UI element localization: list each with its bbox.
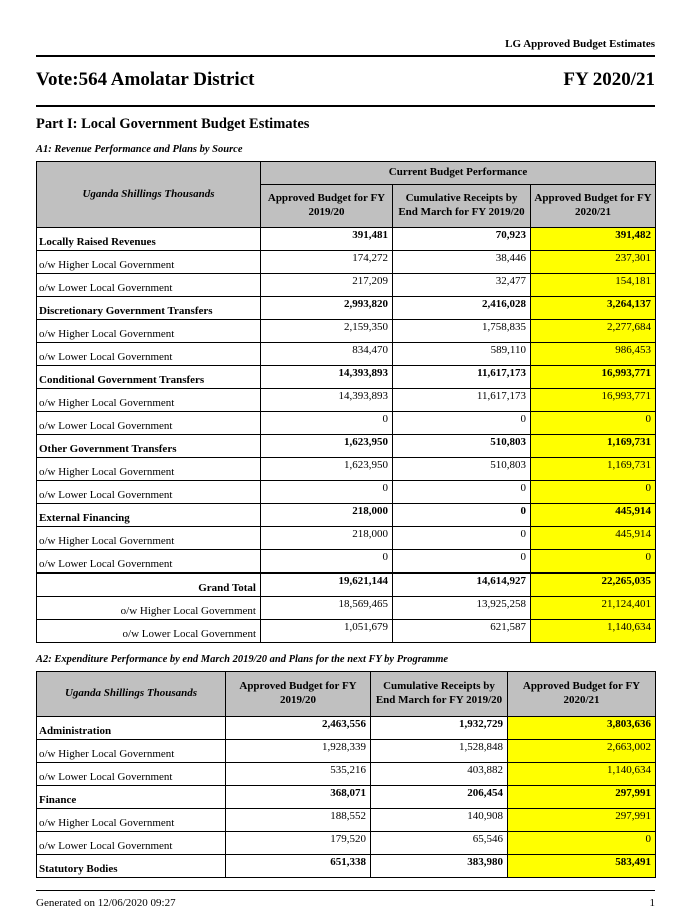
value-cell: 2,277,684 [531, 320, 656, 343]
value-cell: 589,110 [393, 343, 531, 366]
value-cell: 651,338 [226, 855, 371, 878]
value-cell: 2,159,350 [261, 320, 393, 343]
value-cell: 65,546 [371, 832, 508, 855]
table-row [37, 251, 656, 274]
value-cell: 445,914 [531, 527, 656, 550]
table-row [37, 389, 656, 412]
row-label: o/w Higher Local Government [37, 809, 226, 832]
value-cell: 16,993,771 [531, 366, 656, 389]
value-cell: 21,124,401 [531, 597, 656, 620]
row-label: o/w Higher Local Government [37, 740, 226, 763]
row-label: o/w Lower Local Government [37, 481, 261, 504]
value-cell: 2,993,820 [261, 297, 393, 320]
value-cell: 1,051,679 [261, 620, 393, 643]
value-cell: 510,803 [393, 435, 531, 458]
value-cell: 0 [261, 550, 393, 574]
value-cell: 0 [393, 527, 531, 550]
table-row [37, 855, 656, 878]
value-cell: 2,663,002 [508, 740, 656, 763]
value-cell: 3,264,137 [531, 297, 656, 320]
row-label: o/w Lower Local Government [37, 412, 261, 435]
value-cell: 0 [531, 481, 656, 504]
table-row [37, 297, 656, 320]
row-label: o/w Higher Local Government [37, 251, 261, 274]
expenditure-table [36, 671, 656, 878]
table-row [37, 458, 656, 481]
row-label: Finance [37, 786, 226, 809]
document-page [36, 0, 655, 909]
value-cell: 14,393,893 [261, 389, 393, 412]
vote-title: Vote:564 Amolatar District [36, 69, 255, 90]
table-header-row [37, 162, 656, 185]
value-cell: 368,071 [226, 786, 371, 809]
part-title: Part I: Local Government Budget Estimates [36, 116, 310, 132]
value-cell: 140,908 [371, 809, 508, 832]
table-row [37, 550, 656, 574]
value-cell: 3,803,636 [508, 717, 656, 740]
table-row [37, 597, 656, 620]
value-cell: 391,481 [261, 228, 393, 251]
revenue-table-body [37, 228, 656, 643]
value-cell: 11,617,173 [393, 366, 531, 389]
value-cell: 13,925,258 [393, 597, 531, 620]
row-label: o/w Higher Local Government [37, 389, 261, 412]
value-cell: 0 [261, 412, 393, 435]
value-cell: 0 [393, 412, 531, 435]
generated-timestamp: Generated on 12/06/2020 09:27 [36, 897, 176, 909]
value-cell: 0 [508, 832, 656, 855]
value-cell: 1,169,731 [531, 458, 656, 481]
title-divider [36, 105, 655, 107]
value-cell: 1,528,848 [371, 740, 508, 763]
value-cell: 14,393,893 [261, 366, 393, 389]
value-cell: 154,181 [531, 274, 656, 297]
page-number: 1 [649, 897, 655, 909]
value-cell: 188,552 [226, 809, 371, 832]
column-header: Approved Budget for FY 2019/20 [261, 185, 393, 228]
table-row [37, 481, 656, 504]
column-header: Cumulative Receipts by End March for FY 2019/20 [393, 185, 531, 228]
table-row [37, 573, 656, 597]
value-cell: 403,882 [371, 763, 508, 786]
value-cell: 1,932,729 [371, 717, 508, 740]
value-cell: 510,803 [393, 458, 531, 481]
column-header: Approved Budget for FY 2019/20 [226, 672, 371, 717]
value-cell: 174,272 [261, 251, 393, 274]
value-cell: 179,520 [226, 832, 371, 855]
table-a2-caption: A2: Expenditure Performance by end March 2019/20 and Plans for the next FY by Programme [36, 654, 449, 665]
value-cell: 14,614,927 [393, 573, 531, 597]
value-cell: 297,991 [508, 786, 656, 809]
value-cell: 1,758,835 [393, 320, 531, 343]
table-row [37, 320, 656, 343]
value-cell: 297,991 [508, 809, 656, 832]
value-cell: 70,923 [393, 228, 531, 251]
table-row [37, 717, 656, 740]
column-header: Cumulative Receipts by End March for FY 2019/20 [371, 672, 508, 717]
value-cell: 0 [531, 412, 656, 435]
table-header-row [37, 672, 656, 717]
row-label: Locally Raised Revenues [37, 228, 261, 251]
revenue-table [36, 161, 656, 643]
unit-label: Uganda Shillings Thousands [37, 672, 226, 717]
value-cell: 2,416,028 [393, 297, 531, 320]
row-label: Other Government Transfers [37, 435, 261, 458]
value-cell: 621,587 [393, 620, 531, 643]
table-row [37, 763, 656, 786]
value-cell: 986,453 [531, 343, 656, 366]
row-label: o/w Lower Local Government [37, 274, 261, 297]
row-label: o/w Higher Local Government [37, 527, 261, 550]
table-row [37, 786, 656, 809]
value-cell: 0 [261, 481, 393, 504]
value-cell: 237,301 [531, 251, 656, 274]
row-label: Statutory Bodies [37, 855, 226, 878]
value-cell: 218,000 [261, 527, 393, 550]
value-cell: 206,454 [371, 786, 508, 809]
value-cell: 383,980 [371, 855, 508, 878]
row-label: o/w Higher Local Government [37, 597, 261, 620]
value-cell: 18,569,465 [261, 597, 393, 620]
report-type-label: LG Approved Budget Estimates [505, 38, 655, 50]
table-row [37, 527, 656, 550]
column-header: Approved Budget for FY 2020/21 [531, 185, 656, 228]
value-cell: 19,621,144 [261, 573, 393, 597]
value-cell: 38,446 [393, 251, 531, 274]
value-cell: 0 [393, 481, 531, 504]
column-header: Approved Budget for FY 2020/21 [508, 672, 656, 717]
table-row [37, 620, 656, 643]
table-row [37, 504, 656, 527]
value-cell: 0 [393, 504, 531, 527]
row-label: o/w Lower Local Government [37, 763, 226, 786]
value-cell: 32,477 [393, 274, 531, 297]
value-cell: 1,140,634 [531, 620, 656, 643]
fiscal-year-label: FY 2020/21 [563, 69, 655, 90]
value-cell: 11,617,173 [393, 389, 531, 412]
value-cell: 1,928,339 [226, 740, 371, 763]
row-label: Administration [37, 717, 226, 740]
header-divider [36, 55, 655, 57]
row-label: o/w Lower Local Government [37, 550, 261, 574]
row-label: o/w Higher Local Government [37, 458, 261, 481]
value-cell: 16,993,771 [531, 389, 656, 412]
value-cell: 217,209 [261, 274, 393, 297]
value-cell: 1,623,950 [261, 435, 393, 458]
unit-label: Uganda Shillings Thousands [37, 162, 261, 228]
value-cell: 2,463,556 [226, 717, 371, 740]
page-footer [36, 891, 655, 909]
table-row [37, 809, 656, 832]
row-label: Grand Total [37, 573, 261, 597]
row-label: Conditional Government Transfers [37, 366, 261, 389]
value-cell: 1,140,634 [508, 763, 656, 786]
expenditure-table-body [37, 717, 656, 878]
value-cell: 391,482 [531, 228, 656, 251]
title-row [36, 69, 655, 91]
value-cell: 1,169,731 [531, 435, 656, 458]
value-cell: 583,491 [508, 855, 656, 878]
group-header: Current Budget Performance [261, 162, 656, 185]
value-cell: 834,470 [261, 343, 393, 366]
table-row [37, 228, 656, 251]
table-row [37, 412, 656, 435]
table-row [37, 435, 656, 458]
value-cell: 22,265,035 [531, 573, 656, 597]
row-label: o/w Lower Local Government [37, 343, 261, 366]
row-label: Discretionary Government Transfers [37, 297, 261, 320]
value-cell: 1,623,950 [261, 458, 393, 481]
table-row [37, 366, 656, 389]
row-label: o/w Lower Local Government [37, 832, 226, 855]
value-cell: 218,000 [261, 504, 393, 527]
table-row [37, 740, 656, 763]
value-cell: 0 [531, 550, 656, 574]
row-label: External Financing [37, 504, 261, 527]
row-label: o/w Higher Local Government [37, 320, 261, 343]
row-label: o/w Lower Local Government [37, 620, 261, 643]
table-row [37, 832, 656, 855]
value-cell: 445,914 [531, 504, 656, 527]
value-cell: 535,216 [226, 763, 371, 786]
table-a1-caption: A1: Revenue Performance and Plans by Source [36, 144, 243, 155]
table-row [37, 343, 656, 366]
table-row [37, 274, 656, 297]
value-cell: 0 [393, 550, 531, 574]
